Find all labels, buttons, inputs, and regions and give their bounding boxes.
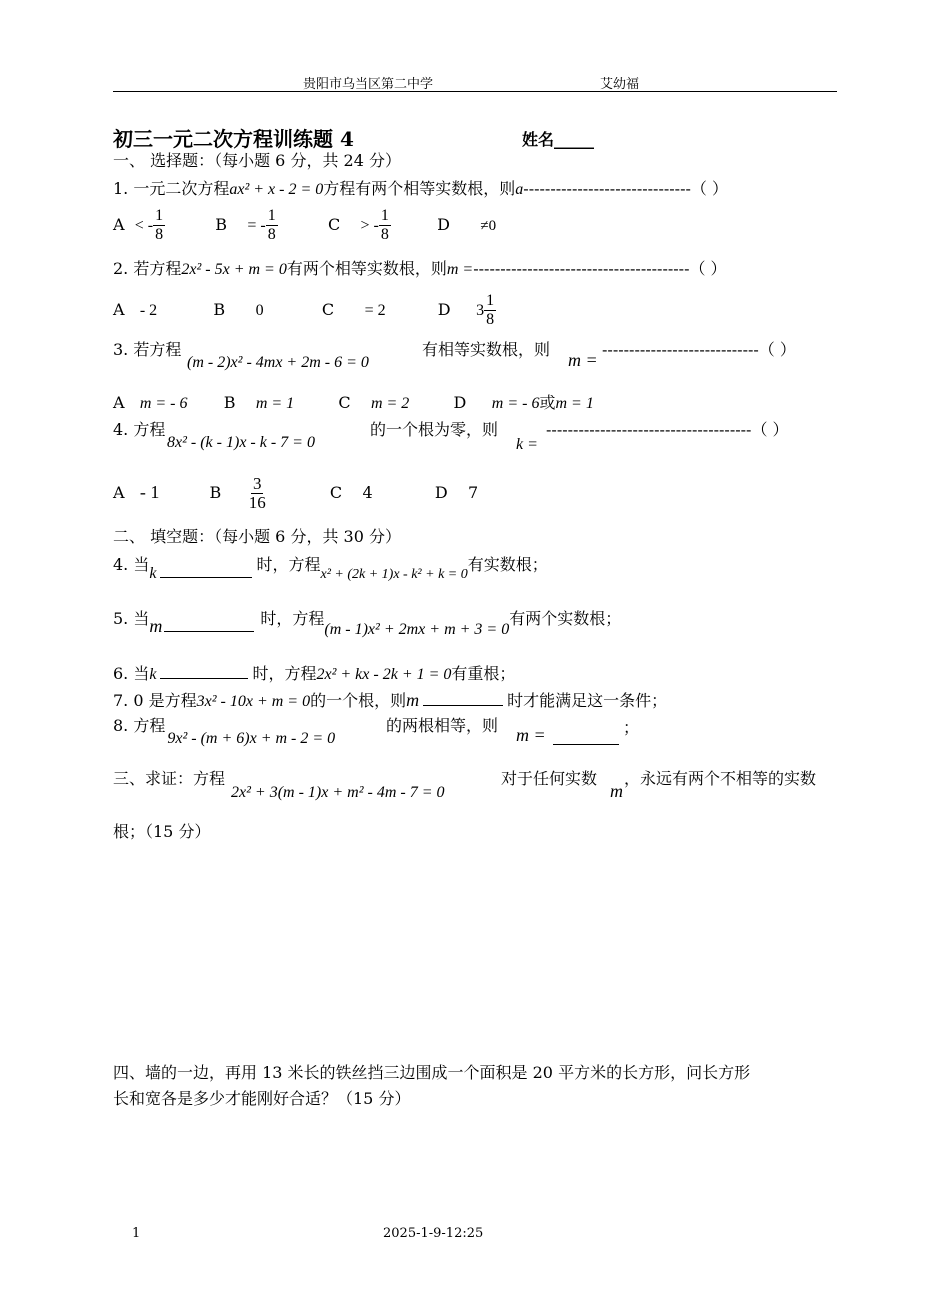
q2-options (113, 292, 496, 329)
footer-page-number: 1 (132, 1226, 141, 1241)
fill-question-7: 7. 0 是方程3x² - 10x + m = 0的一个根，则m 时才能满足这一条件； (113, 690, 668, 710)
question-3: 3. 若方程 (113, 340, 182, 359)
fill-6-equation: 2x² + kx - 2k + 1 = 0 (316, 666, 452, 683)
fill-8-mid: 的两根相等，则 (386, 716, 499, 735)
q1-prefix: 1. 一元二次方程 (113, 179, 230, 198)
fill-question-8: 8. 方程9x² - (m + 6)x + m - 2 = 0 (113, 716, 336, 747)
q1-dashes: -------------------------------（ ） (523, 179, 728, 198)
section3-equation: 2x² + 3(m - 1)x + m² - 4m - 7 = 0 (231, 784, 445, 801)
q2-equation: 2x² - 5x + m = 0 (181, 261, 287, 278)
fill-5-equation: (m - 1)x² + 2mx + m + 3 = 0 (324, 621, 510, 638)
q3-option-b: B m = 1 (223, 393, 295, 412)
fill-4-equation: x² + (2k + 1)x - k² + k = 0 (320, 567, 468, 582)
footer-datetime: 2025-1-9-12:25 (383, 1226, 484, 1241)
q4-option-b: B $\frac{3}{16}$ (209, 474, 266, 512)
header-author: 艾幼福 (600, 77, 640, 92)
q4-var: k = (516, 436, 538, 453)
q4-option-d: D 7 (434, 483, 479, 502)
q3-option-c: C m = 2 (338, 393, 410, 412)
section2-heading: 二、 填空题：（每小题 6 分，共 30 分） (113, 527, 401, 546)
q1-option-a: A < - $\frac{1}{8}$ (113, 207, 164, 243)
q2-option-c: C = 2 (321, 300, 386, 319)
fill-8-equation: 9x² - (m + 6)x + m - 2 = 0 (167, 730, 336, 747)
q1-var: a (515, 181, 524, 198)
q4-dashes: --------------------------------------（ ） (546, 420, 789, 439)
header-rule (113, 91, 837, 92)
q4-options (113, 475, 478, 512)
q3-var: m = (568, 350, 598, 370)
q4-option-c: C 4 (329, 483, 373, 502)
q4-equation: 8x² - (k - 1)x - k - 7 = 0 (167, 434, 315, 451)
q3-equation: (m - 2)x² - 4mx + 2m - 6 = 0 (187, 354, 369, 371)
fill-6-blank[interactable] (160, 662, 248, 679)
q1-equation: ax² + x - 2 = 0 (229, 181, 324, 198)
question-2: 2. 若方程2x² - 5x + m = 0有两个相等实数根，则m =----------------------------------------（ ） (113, 259, 727, 278)
q2-option-a: A - 2 (113, 300, 158, 319)
q4-option-a: A - 1 (113, 482, 160, 502)
q3-suffix: 有相等实数根，则 (422, 340, 551, 359)
q2-option-d: D 3 $\frac{1}{8}$ (437, 292, 495, 328)
q1-option-d: D ≠0 (437, 215, 497, 234)
fill-8-blank[interactable] (553, 728, 619, 745)
name-label: 姓名_____ (522, 130, 595, 149)
q3-options (113, 393, 594, 414)
header-school: 贵阳市乌当区第二中学 (303, 77, 434, 92)
q3-option-a: A m = - 6 (113, 393, 188, 412)
section1-heading: 一、 选择题：（每小题 6 分，共 24 分） (113, 151, 401, 170)
question-1 (113, 179, 728, 200)
fill-question-5: 5. 当m 时，方程(m - 1)x² + 2mx + m + 3 = 0有两个实数根； (113, 609, 622, 638)
section3-mid: 对于任何实数 (501, 769, 598, 788)
fill-4-blank[interactable] (160, 561, 252, 578)
fill-5-blank[interactable] (164, 615, 254, 632)
fill-8-var: m = (516, 725, 546, 745)
section3-line2: 根；（15 分） (113, 822, 211, 841)
fill-7-blank[interactable] (423, 689, 503, 706)
fill-8-suffix: ； (623, 718, 640, 737)
q2-option-b: B 0 (213, 300, 264, 319)
q3-option-d: D m = - 6或m = 1 (453, 393, 594, 412)
fill-question-6: 6. 当k 时，方程2x² + kx - 2k + 1 = 0有重根； (113, 664, 516, 683)
fill-7-equation: 3x² - 10x + m = 0 (196, 693, 311, 710)
q1-options (113, 207, 496, 244)
q3-dashes: -----------------------------（ ） (602, 340, 796, 359)
q1-option-b: B = - $\frac{1}{8}$ (215, 207, 276, 243)
page-title: 初三一元二次方程训练题 4 (113, 127, 354, 151)
section4-line2: 长和宽各是多少才能刚好合适？（15 分） (113, 1089, 411, 1108)
fill-question-4: 4. 当k 时，方程x² + (2k + 1)x - k² + k = 0有实数根； (113, 555, 548, 582)
section4-line1: 四、墙的一边，再用 13 米长的铁丝挡三边围成一个面积是 20 平方米的长方形，问长方形 (113, 1063, 751, 1082)
q1-suffix: 方程有两个相等实数根，则 (323, 179, 516, 198)
q1-option-c: C > - $\frac{1}{8}$ (327, 207, 389, 243)
section3-prefix: 三、求证：方程 (113, 769, 226, 788)
q4-suffix: 的一个根为零，则 (370, 420, 499, 439)
question-4: 4. 方程 (113, 420, 166, 439)
section3-var: m (610, 781, 623, 801)
section3-suffix: ，永远有两个不相等的实数 (624, 769, 817, 788)
